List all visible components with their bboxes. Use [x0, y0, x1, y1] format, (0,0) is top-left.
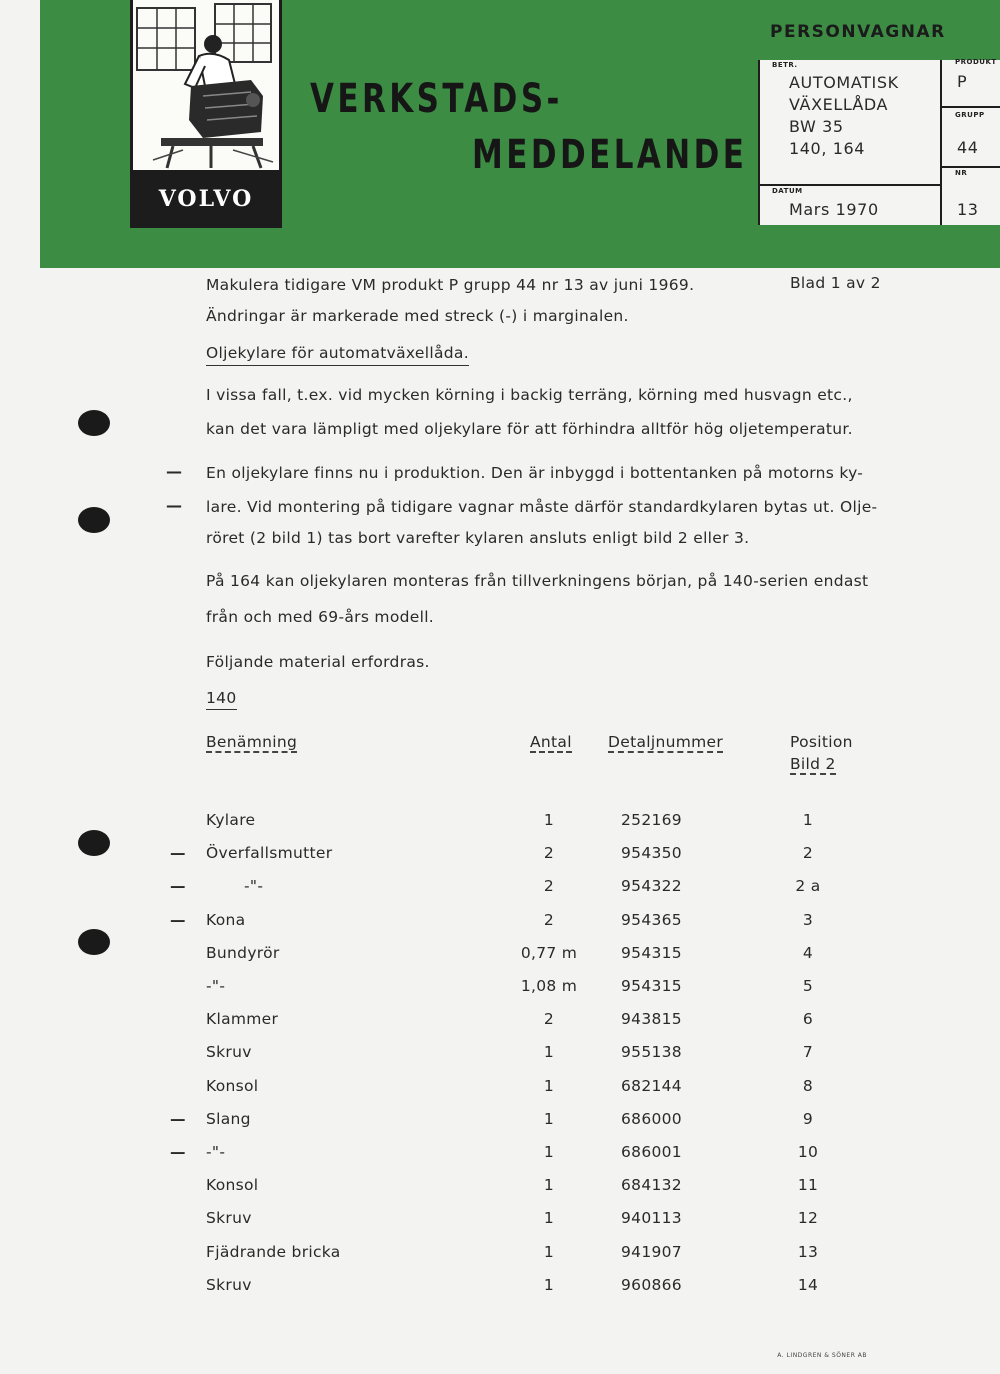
- datum-label: DATUM: [772, 187, 803, 195]
- part-number: 682144: [621, 1077, 682, 1095]
- figure-position: 5: [802, 977, 814, 995]
- part-name: Konsol: [206, 1077, 259, 1095]
- betr-line-4: 140, 164: [789, 139, 866, 158]
- produkt-label: PRODUKT: [955, 58, 997, 66]
- part-name: -"-: [244, 877, 264, 895]
- margin-change-mark: —: [170, 844, 186, 862]
- column-header-qty: Antal: [530, 733, 572, 751]
- table-row: [0, 944, 1000, 968]
- page-info: Blad 1 av 2: [790, 274, 881, 292]
- part-name: Fjädrande bricka: [206, 1243, 341, 1261]
- part-name: Överfallsmutter: [206, 844, 333, 862]
- table-row: [0, 911, 1000, 935]
- title-line-2: MEDDELANDE: [472, 132, 748, 178]
- figure-position: 2 a: [795, 877, 821, 895]
- figure-position: 2: [802, 844, 814, 862]
- info-divider: [940, 60, 942, 225]
- part-quantity: 2: [543, 844, 555, 862]
- figure-position: 11: [797, 1176, 819, 1194]
- part-name: Konsol: [206, 1176, 259, 1194]
- part-quantity: 1: [543, 1043, 555, 1061]
- figure-position: 13: [797, 1243, 819, 1261]
- info-divider: [940, 106, 1000, 108]
- part-name: Skruv: [206, 1043, 252, 1061]
- printer-credit: A. LINDGREN & SÖNER AB: [777, 1352, 867, 1359]
- table-row: [0, 1276, 1000, 1300]
- table-row: [0, 1143, 1000, 1167]
- part-quantity: 1: [543, 811, 555, 829]
- figure-position: 9: [802, 1110, 814, 1128]
- table-row: [0, 844, 1000, 868]
- table-row: [0, 1010, 1000, 1034]
- table-row: [0, 1043, 1000, 1067]
- part-name: Bundyrör: [206, 944, 280, 962]
- column-header-figure: Bild 2: [790, 755, 836, 773]
- part-number: 954322: [621, 877, 682, 895]
- figure-position: 4: [802, 944, 814, 962]
- column-header-position: Position: [790, 733, 853, 751]
- figure-position: 10: [797, 1143, 819, 1161]
- nr-label: NR: [955, 169, 968, 177]
- title-line-1: VERKSTADS-: [310, 76, 563, 122]
- table-row: [0, 811, 1000, 835]
- part-quantity: 2: [543, 877, 555, 895]
- figure-position: 1: [802, 811, 814, 829]
- table-row: [0, 1243, 1000, 1267]
- figure-position: 7: [802, 1043, 814, 1061]
- paragraph-2-line-3: röret (2 bild 1) tas bort varefter kylaren ansluts enligt bild 2 eller 3.: [206, 529, 750, 547]
- paragraph-3-line-1: På 164 kan oljekylaren monteras från tillverkningens början, på 140-serien endast: [206, 572, 869, 590]
- betr-line-2: VÄXELLÅDA: [789, 95, 889, 114]
- part-name: Kylare: [206, 811, 256, 829]
- margin-change-mark: —: [166, 462, 182, 481]
- info-divider: [758, 184, 942, 186]
- grupp-value: 44: [957, 138, 979, 157]
- margin-change-mark: —: [170, 911, 186, 929]
- betr-label: BETR.: [772, 61, 798, 69]
- cancel-note: Makulera tidigare VM produkt P grupp 44 nr 13 av juni 1969.: [206, 276, 695, 294]
- part-quantity: 2: [543, 911, 555, 929]
- table-row: [0, 1209, 1000, 1233]
- margin-change-mark: —: [170, 1143, 186, 1161]
- part-quantity: 1: [543, 1077, 555, 1095]
- produkt-value: P: [957, 72, 968, 91]
- figure-position: 6: [802, 1010, 814, 1028]
- part-quantity: 1,08 m: [520, 977, 578, 995]
- table-row: [0, 1077, 1000, 1101]
- table-row: [0, 1110, 1000, 1134]
- part-number: 960866: [621, 1276, 682, 1294]
- model-heading: 140: [206, 687, 237, 710]
- part-name: Skruv: [206, 1276, 252, 1294]
- table-row: [0, 877, 1000, 901]
- mechanic-illustration: [133, 0, 279, 170]
- datum-value: Mars 1970: [789, 200, 879, 219]
- info-divider: [940, 166, 1000, 168]
- paragraph-2-line-1: En oljekylare finns nu i produktion. Den är inbyggd i bottentanken på motorns ky-: [206, 464, 864, 482]
- binder-hole: [78, 410, 110, 436]
- part-number: 686001: [621, 1143, 682, 1161]
- part-number: 686000: [621, 1110, 682, 1128]
- grupp-label: GRUPP: [955, 111, 985, 119]
- part-quantity: 1: [543, 1276, 555, 1294]
- part-quantity: 1: [543, 1143, 555, 1161]
- part-number: 955138: [621, 1043, 682, 1061]
- part-quantity: 0,77 m: [520, 944, 578, 962]
- volvo-logo-text: VOLVO: [158, 186, 254, 212]
- part-number: 684132: [621, 1176, 682, 1194]
- paragraph-4: Följande material erfordras.: [206, 653, 430, 671]
- binder-hole: [78, 507, 110, 533]
- part-name: Klammer: [206, 1010, 279, 1028]
- betr-line-1: AUTOMATISK: [789, 73, 899, 92]
- nr-value: 13: [957, 200, 979, 219]
- column-header-name: Benämning: [206, 733, 298, 751]
- paragraph-3-line-2: från och med 69-års modell.: [206, 608, 435, 626]
- part-quantity: 1: [543, 1176, 555, 1194]
- table-row: [0, 1176, 1000, 1200]
- figure-position: 12: [797, 1209, 819, 1227]
- part-number: 943815: [621, 1010, 682, 1028]
- margin-change-mark: —: [170, 1110, 186, 1128]
- column-header-part-number: Detaljnummer: [608, 733, 724, 751]
- betr-line-3: BW 35: [789, 117, 844, 136]
- part-number: 954315: [621, 977, 682, 995]
- margin-change-mark: —: [166, 496, 182, 515]
- part-name: -"-: [206, 977, 226, 995]
- figure-position: 14: [797, 1276, 819, 1294]
- category-label: PERSONVAGNAR: [770, 22, 946, 42]
- part-name: Kona: [206, 911, 246, 929]
- paragraph-1-line-2: kan det vara lämpligt med oljekylare för att förhindra alltför hög oljetemperatur.: [206, 420, 853, 438]
- paragraph-1-line-1: I vissa fall, t.ex. vid mycken körning i backig terräng, körning med husvagn etc.,: [206, 386, 853, 404]
- part-number: 954365: [621, 911, 682, 929]
- part-number: 941907: [621, 1243, 682, 1261]
- part-number: 954350: [621, 844, 682, 862]
- part-quantity: 1: [543, 1209, 555, 1227]
- figure-position: 3: [802, 911, 814, 929]
- part-quantity: 1: [543, 1243, 555, 1261]
- paragraph-2-line-2: lare. Vid montering på tidigare vagnar måste därför standardkylaren bytas ut. Olje-: [206, 498, 878, 516]
- part-number: 940113: [621, 1209, 682, 1227]
- changes-note: Ändringar är markerade med streck (-) i marginalen.: [206, 307, 629, 325]
- section-title: Oljekylare för automatväxellåda.: [206, 342, 469, 366]
- part-quantity: 2: [543, 1010, 555, 1028]
- part-name: -"-: [206, 1143, 226, 1161]
- part-number: 252169: [621, 811, 682, 829]
- info-divider: [758, 60, 760, 225]
- margin-change-mark: —: [170, 877, 186, 895]
- part-name: Skruv: [206, 1209, 252, 1227]
- table-row: [0, 977, 1000, 1001]
- mechanic-icon: [133, 0, 279, 170]
- figure-position: 8: [802, 1077, 814, 1095]
- part-name: Slang: [206, 1110, 251, 1128]
- part-number: 954315: [621, 944, 682, 962]
- part-quantity: 1: [543, 1110, 555, 1128]
